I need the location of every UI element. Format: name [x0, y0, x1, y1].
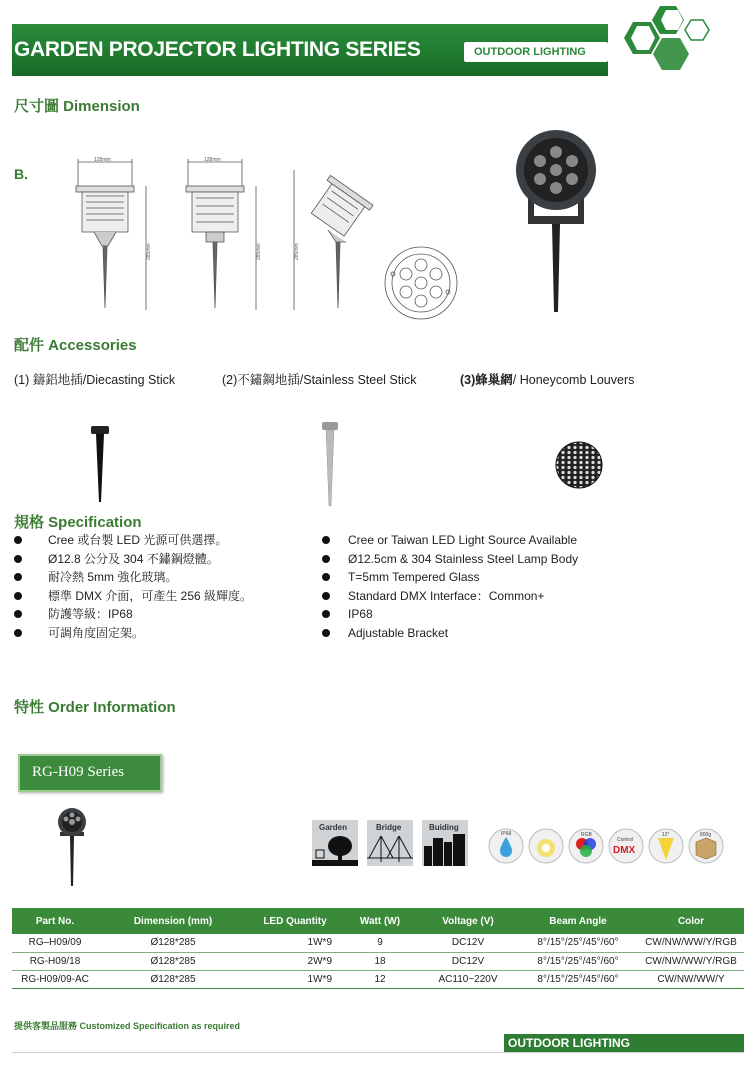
accessories-title: 配件 Accessories — [14, 337, 137, 354]
height-label-3: 285mm — [294, 243, 300, 260]
svg-text:RGB: RGB — [581, 832, 592, 838]
list-item: Ø12.5cm & 304 Stainless Steel Lamp Body — [322, 550, 578, 569]
list-item: Ø12.8 公分及 304 不鏽鋼燈體。 — [14, 550, 252, 569]
dimension-label: B. — [14, 166, 28, 182]
weight-badge — [689, 829, 723, 863]
stainless-steel-stick-image — [318, 420, 342, 508]
ip68-badge — [489, 829, 523, 863]
application-tiles — [312, 820, 470, 868]
garden-tile — [312, 820, 358, 866]
footer-label: OUTDOOR LIGHTING — [508, 1036, 630, 1050]
svg-text:Garden: Garden — [319, 823, 348, 832]
led-badge — [529, 829, 563, 863]
width-label-2: 128mm — [204, 157, 221, 163]
list-item: 標準 DMX 介面，可產生 256 級輝度。 — [14, 587, 252, 606]
list-item: Cree 或台製 LED 光源可供選擇。 — [14, 531, 252, 550]
col-watt: Watt (W) — [342, 908, 418, 934]
svg-text:Bridge: Bridge — [376, 823, 402, 832]
feature-badges — [488, 828, 738, 868]
dimension-drawing — [66, 150, 466, 325]
col-dimension: Dimension (mm) — [98, 908, 248, 934]
rgb-badge — [569, 829, 603, 863]
page-title: GARDEN PROJECTOR LIGHTING SERIES — [14, 38, 421, 61]
col-led-quantity: LED Quantity — [248, 908, 342, 934]
hexagon-decoration-icon — [600, 4, 712, 80]
diecasting-stick-image — [88, 424, 112, 504]
order-title: 特性 Order Information — [14, 699, 176, 716]
building-tile — [422, 820, 468, 866]
beam-angle-badge — [649, 829, 683, 863]
col-color: Color — [638, 908, 744, 934]
svg-text:12°: 12° — [662, 832, 670, 838]
list-item: 耐冷熱 5mm 強化玻璃。 — [14, 568, 252, 587]
list-item: Cree or Taiwan LED Light Source Available — [322, 531, 578, 550]
table-row: RG-H09/09-AC Ø128*285 1W*9 12 AC110~220V 8°/15°/25°/45°/60° CW/NW/WW/Y — [12, 970, 744, 988]
svg-text:DMX: DMX — [613, 845, 636, 856]
col-part-no: Part No. — [12, 908, 98, 934]
accessory-item-2: (2)不鏽鋼地插/Stainless Steel Stick — [222, 373, 417, 387]
dmx-badge — [609, 829, 643, 863]
accessory-item-3 — [460, 370, 634, 388]
spec-list-en — [322, 531, 578, 642]
series-product-photo — [52, 804, 92, 888]
table-header-row — [12, 908, 744, 934]
product-photo — [506, 126, 610, 316]
col-voltage: Voltage (V) — [418, 908, 518, 934]
svg-text:800g: 800g — [700, 832, 712, 838]
svg-text:IP68: IP68 — [501, 831, 512, 837]
footer-divider — [12, 1052, 744, 1053]
accessory-item-3-bold: (3)蜂巢網 — [460, 373, 513, 387]
specification-title: 規格 Specification — [14, 514, 142, 531]
svg-text:Control: Control — [617, 837, 634, 843]
honeycomb-louvers-image — [554, 440, 604, 490]
list-item: T=5mm Tempered Glass — [322, 568, 578, 587]
order-table — [12, 908, 744, 989]
list-item: IP68 — [322, 605, 578, 624]
list-item: Standard DMX Interface：Common+ — [322, 587, 578, 606]
height-label-2: 285mm — [256, 243, 262, 260]
accessory-item-1: (1) 鑄鋁地插/Diecasting Stick — [14, 373, 176, 387]
table-row: RG–H09/09 Ø128*285 1W*9 9 DC12V 8°/15°/25°/45°/60° CW/NW/WW/Y/RGB — [12, 934, 744, 952]
width-label-1: 128mm — [94, 157, 111, 163]
series-label: RG-H09 Series — [32, 764, 125, 780]
list-item: 可調角度固定架。 — [14, 624, 252, 643]
customization-note: 提供客製品服務 Customized Specification as required — [14, 1021, 241, 1031]
accessory-item-3-label: / Honeycomb Louvers — [512, 373, 635, 387]
svg-text:Buiding: Buiding — [429, 823, 459, 832]
list-item: Adjustable Bracket — [322, 624, 578, 643]
table-row: RG-H09/18 Ø128*285 2W*9 18 DC12V 8°/15°/25°/45°/60° CW/NW/WW/Y/RGB — [12, 952, 744, 970]
col-beam-angle: Beam Angle — [518, 908, 638, 934]
list-item: 防護等級：IP68 — [14, 605, 252, 624]
bridge-tile — [367, 820, 413, 866]
header-tab-label: OUTDOOR LIGHTING — [474, 46, 586, 58]
spec-list-zh — [14, 531, 252, 642]
height-label-1: 285mm — [146, 243, 152, 260]
dimension-title: 尺寸圖 Dimension — [14, 98, 140, 115]
